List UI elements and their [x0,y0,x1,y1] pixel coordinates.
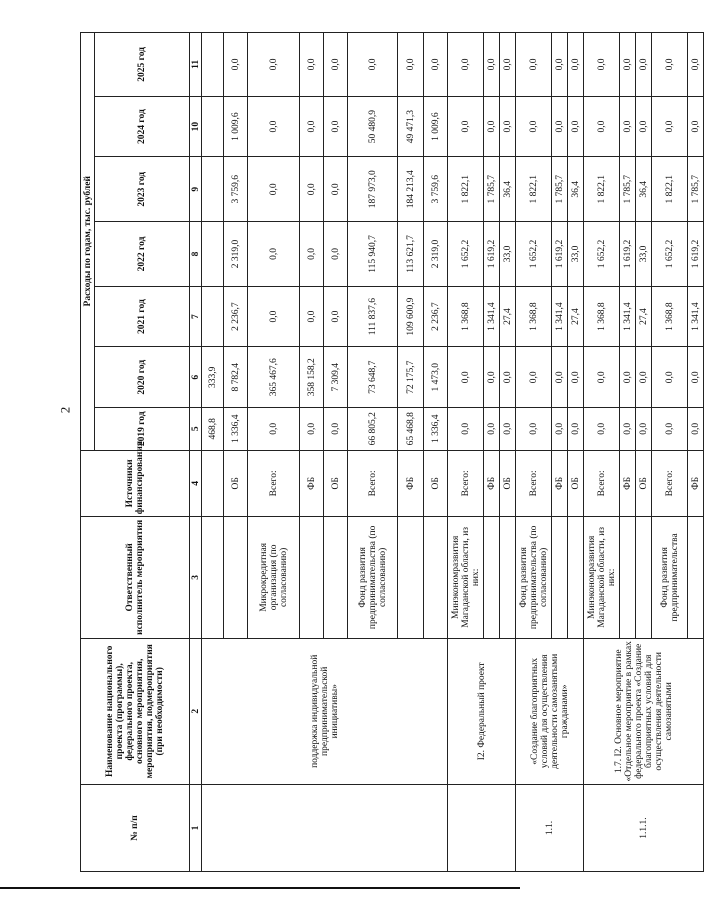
executor-cell [224,517,248,638]
executor-cell [500,517,516,638]
amount-cell: 0,0 [584,96,620,157]
source-cell: ФБ [484,450,500,517]
amount-cell: 72 175,7 [398,347,424,408]
amount-cell: 0,0 [324,286,348,347]
amount-cell: 0,0 [324,157,348,222]
amount-cell: 0,0 [248,286,300,347]
amount-cell: 0,0 [636,96,652,157]
amount-cell: 66 805,2 [348,408,398,450]
amount-cell: 2 319,0 [224,222,248,287]
amount-cell: 0,0 [248,408,300,450]
amount-cell: 0,0 [636,408,652,450]
executor-cell [636,517,652,638]
amount-cell: 1 822,1 [652,157,688,222]
amount-cell: 0,0 [568,33,584,97]
amount-cell: 333,9 [202,347,224,408]
column-number: 3 [190,517,202,638]
amount-cell: 33,0 [500,222,516,287]
source-cell: Всего: [652,450,688,517]
amount-cell: 0,0 [652,347,688,408]
amount-cell: 0,0 [484,33,500,97]
amount-cell: 0,0 [516,33,552,97]
amount-cell: 33,0 [636,222,652,287]
column-number: 5 [190,408,202,450]
amount-cell: 0,0 [552,33,568,97]
amount-cell: 1 822,1 [584,157,620,222]
executor-cell [300,517,324,638]
source-cell: ФБ [620,450,636,517]
amount-cell: 0,0 [552,347,568,408]
amount-cell: 2 236,7 [424,286,448,347]
amount-cell: 36,4 [568,157,584,222]
amount-cell: 187 973,0 [348,157,398,222]
amount-cell: 0,0 [568,96,584,157]
header-year: 2024 год [95,96,190,157]
source-cell: Всего: [248,450,300,517]
amount-cell: 365 467,6 [248,347,300,408]
amount-cell: 1 822,1 [448,157,484,222]
amount-cell: 8 782,4 [224,347,248,408]
executor-cell: Минэкономразвития Магаданской области, из них: [448,517,484,638]
amount-cell: 0,0 [636,33,652,97]
amount-cell: 0,0 [324,408,348,450]
amount-cell: 65 468,8 [398,408,424,450]
amount-cell: 1 785,7 [484,157,500,222]
amount-cell: 1 619,2 [688,222,704,287]
amount-cell: 0,0 [552,96,568,157]
amount-cell: 0,0 [248,157,300,222]
executor-cell: Минэкономразвития Магаданской области, из них: [584,517,620,638]
amount-cell: 50 480,9 [348,96,398,157]
source-cell: ОБ [500,450,516,517]
amount-cell: 1 652,2 [584,222,620,287]
amount-cell: 0,0 [500,33,516,97]
amount-cell: 0,0 [688,408,704,450]
amount-cell: 0,0 [516,347,552,408]
header-source: Источники финансирования [81,450,190,517]
amount-cell: 0,0 [688,33,704,97]
amount-cell: 1 619,2 [552,222,568,287]
amount-cell: 0,0 [636,347,652,408]
executor-cell [568,517,584,638]
financing-table-sheet [80,32,701,872]
header-expenses: Расходы по годам, тыс. рублей [81,33,95,451]
amount-cell: 0,0 [484,347,500,408]
amount-cell: 0,0 [652,33,688,97]
amount-cell: 1 822,1 [516,157,552,222]
header-year: 2022 год [95,222,190,287]
amount-cell: 0,0 [324,96,348,157]
amount-cell: 0,0 [620,408,636,450]
executor-cell [202,517,224,638]
amount-cell: 0,0 [568,347,584,408]
amount-cell: 0,0 [224,33,248,97]
amount-cell: 2 319,0 [424,222,448,287]
row-number [202,785,448,872]
amount-cell: 0,0 [448,347,484,408]
header-year: 2025 год [95,33,190,97]
amount-cell: 1 619,2 [484,222,500,287]
header-no: № п/п [81,785,190,872]
amount-cell: 0,0 [424,33,448,97]
table-row [448,33,484,872]
amount-cell: 468,8 [202,408,224,450]
column-number: 9 [190,157,202,222]
table-row [202,33,224,872]
source-cell: ФБ [398,450,424,517]
amount-cell: 0,0 [398,33,424,97]
executor-cell: Микрокредитная организация (по согласованию) [248,517,300,638]
amount-cell: 1 336,4 [224,408,248,450]
column-number: 4 [190,450,202,517]
amount-cell: 0,0 [516,408,552,450]
row-number: 1.1. [516,785,584,872]
amount-cell: 113 621,7 [398,222,424,287]
amount-cell: 111 837,6 [348,286,398,347]
amount-cell: 0,0 [688,347,704,408]
header-year: 2023 год [95,157,190,222]
amount-cell: 33,0 [568,222,584,287]
amount-cell: 115 940,7 [348,222,398,287]
source-cell: ФБ [688,450,704,517]
amount-cell: 27,4 [500,286,516,347]
column-number: 2 [190,638,202,785]
amount-cell: 2 236,7 [224,286,248,347]
amount-cell: 1 785,7 [688,157,704,222]
amount-cell: 0,0 [584,347,620,408]
source-cell: ФБ [552,450,568,517]
amount-cell: 73 648,7 [348,347,398,408]
column-number: 6 [190,347,202,408]
amount-cell: 27,4 [568,286,584,347]
header-year: 2020 год [95,347,190,408]
amount-cell: 36,4 [500,157,516,222]
amount-cell: 184 213,4 [398,157,424,222]
measure-name: поддержка индивидуальной предпринимательской инициативы» [202,638,448,785]
amount-cell: 0,0 [324,222,348,287]
amount-cell: 1 652,2 [516,222,552,287]
row-number: 1.1.1. [584,785,704,872]
amount-cell: 0,0 [484,408,500,450]
amount-cell: 0,0 [448,408,484,450]
amount-cell: 0,0 [484,96,500,157]
source-cell: ФБ [300,450,324,517]
header-name: Наименование национального проекта (программы), федерального проекта, основного мероприятия, мероприятия, подмероприятия (при необходимости) [81,638,190,785]
executor-cell [324,517,348,638]
source-cell: ОБ [568,450,584,517]
financing-table [80,32,704,872]
column-number: 11 [190,33,202,97]
table-row [516,33,552,872]
amount-cell: 1 368,8 [584,286,620,347]
source-cell: Всего: [516,450,552,517]
executor-cell [688,517,704,638]
source-cell: Всего: [584,450,620,517]
executor-cell: Фонд развития предпринимательства (по согласованию) [516,517,552,638]
amount-cell: 0,0 [652,96,688,157]
amount-cell: 0,0 [584,33,620,97]
amount-cell: 358 158,2 [300,347,324,408]
amount-cell: 1 009,6 [424,96,448,157]
source-cell: Всего: [448,450,484,517]
amount-cell: 3 759,6 [224,157,248,222]
executor-cell [424,517,448,638]
row-number [448,785,516,872]
amount-cell: 1 341,4 [688,286,704,347]
amount-cell: 0,0 [348,33,398,97]
executor-cell [398,517,424,638]
executor-cell [484,517,500,638]
source-cell: Всего: [348,450,398,517]
page-number: 2 [57,406,73,414]
column-number: 7 [190,286,202,347]
amount-cell: 0,0 [500,96,516,157]
amount-cell [202,33,224,97]
amount-cell: 0,0 [300,157,324,222]
amount-cell: 1 652,2 [652,222,688,287]
column-number: 10 [190,96,202,157]
executor-cell: Фонд развития предпринимательства [652,517,688,638]
amount-cell: 0,0 [448,33,484,97]
amount-cell: 1 785,7 [620,157,636,222]
amount-cell: 0,0 [248,96,300,157]
amount-cell: 1 785,7 [552,157,568,222]
source-cell: ОБ [224,450,248,517]
measure-name: I2. Федеральный проект [448,638,516,785]
amount-cell [202,96,224,157]
header-year: 2021 год [95,286,190,347]
column-number: 1 [190,785,202,872]
amount-cell: 0,0 [620,347,636,408]
measure-name: 1.7. I2. Основное мероприятие «Отдельное мероприятие в рамках федерального проекта «Создание благоприятных условий для осуществления деятельности самозанятыми [584,638,704,785]
header-executor: Ответственный исполнитель мероприятия [81,517,190,638]
source-cell [202,450,224,517]
executor-cell: Фонд развития предпринимательства (по согласованию) [348,517,398,638]
amount-cell: 0,0 [300,222,324,287]
amount-cell: 1 619,2 [620,222,636,287]
amount-cell: 1 368,8 [652,286,688,347]
amount-cell: 1 341,4 [620,286,636,347]
amount-cell: 0,0 [500,408,516,450]
header-year: 2019 год [95,408,190,450]
amount-cell: 0,0 [500,347,516,408]
amount-cell: 36,4 [636,157,652,222]
column-number: 8 [190,222,202,287]
amount-cell: 1 341,4 [552,286,568,347]
source-cell: ОБ [424,450,448,517]
source-cell: ОБ [324,450,348,517]
amount-cell: 1 009,6 [224,96,248,157]
amount-cell: 0,0 [688,96,704,157]
executor-cell [620,517,636,638]
amount-cell: 1 336,4 [424,408,448,450]
amount-cell: 0,0 [300,33,324,97]
amount-cell [202,157,224,222]
amount-cell: 27,4 [636,286,652,347]
amount-cell: 1 473,0 [424,347,448,408]
amount-cell: 0,0 [300,286,324,347]
amount-cell: 1 368,8 [516,286,552,347]
amount-cell [202,222,224,287]
measure-name: «Создание благоприятных условий для осуществления деятельности самозанятыми гражданами» [516,638,584,785]
amount-cell: 0,0 [248,33,300,97]
amount-cell: 1 368,8 [448,286,484,347]
amount-cell [202,286,224,347]
amount-cell: 109 600,9 [398,286,424,347]
amount-cell: 0,0 [516,96,552,157]
amount-cell: 0,0 [324,33,348,97]
amount-cell: 7 309,4 [324,347,348,408]
amount-cell: 0,0 [300,408,324,450]
bottom-rule [0,887,520,889]
amount-cell: 1 652,2 [448,222,484,287]
amount-cell: 0,0 [300,96,324,157]
amount-cell: 0,0 [448,96,484,157]
amount-cell: 1 341,4 [484,286,500,347]
amount-cell: 0,0 [568,408,584,450]
amount-cell: 0,0 [552,408,568,450]
executor-cell [552,517,568,638]
amount-cell: 0,0 [584,408,620,450]
amount-cell: 0,0 [620,33,636,97]
amount-cell: 0,0 [652,408,688,450]
amount-cell: 49 471,3 [398,96,424,157]
source-cell: ОБ [636,450,652,517]
table-row [584,33,620,872]
amount-cell: 3 759,6 [424,157,448,222]
amount-cell: 0,0 [248,222,300,287]
amount-cell: 0,0 [620,96,636,157]
